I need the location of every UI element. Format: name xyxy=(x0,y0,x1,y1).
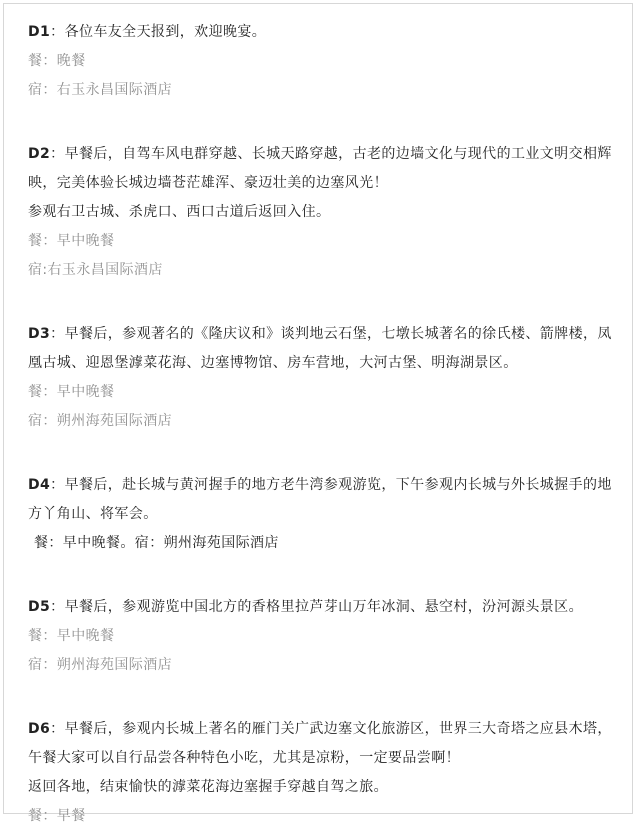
day-1-meals: 餐：晚餐 xyxy=(28,53,86,69)
day-3-label: D3 xyxy=(28,326,51,342)
day-4 xyxy=(28,471,624,558)
day-2-label: D2 xyxy=(28,146,51,162)
itinerary-frame xyxy=(3,3,633,824)
day-6-meals: 餐：早餐 xyxy=(28,808,86,824)
day-2-desc: D2：早餐后，自驾车风电群穿越、长城天路穿越，古老的边墙文化与现代的工业文明交相辉映，完美体验长城边墙苍茫雄浑、豪迈壮美的边塞风光！ xyxy=(28,146,612,191)
day-2-meals: 餐：早中晚餐 xyxy=(28,233,115,249)
day-4-meals-hotel: 餐：早中晚餐。宿：朔州海苑国际酒店 xyxy=(34,535,279,551)
day-1 xyxy=(28,18,624,105)
day-6-label: D6 xyxy=(28,721,51,737)
day-5-hotel: 宿：朔州海苑国际酒店 xyxy=(28,657,172,673)
day-6 xyxy=(28,715,624,831)
day-6-desc: D6：早餐后，参观内长城上著名的雁门关广武边塞文化旅游区，世界三大奇塔之应县木塔，午餐大家可以自行品尝各种特色小吃，尤其是凉粉，一定要品尝啊！ xyxy=(28,721,612,766)
day-1-desc: D1：各位车友全天报到，欢迎晚宴。 xyxy=(28,24,267,40)
day-4-label: D4 xyxy=(28,477,51,493)
day-2-desc-extra: 参观右卫古城、杀虎口、西口古道后返回入住。 xyxy=(28,204,331,220)
day-5-meals: 餐：早中晚餐 xyxy=(28,628,115,644)
day-3 xyxy=(28,320,624,436)
day-6-desc-extra: 返回各地，结束愉快的滹菜花海边塞握手穿越自驾之旅。 xyxy=(28,779,388,795)
day-3-meals: 餐：早中晚餐 xyxy=(28,384,115,400)
day-5-desc: D5：早餐后，参观游览中国北方的香格里拉芦芽山万年冰洞、悬空村，汾河源头景区。 xyxy=(28,599,583,615)
day-3-desc: D3：早餐后，参观著名的《隆庆议和》谈判地云石堡，七墩长城著名的徐氏楼、箭牌楼，凤凰古城、迎恩堡滹菜花海、边塞博物馆、房车营地，大河古堡、明海湖景区。 xyxy=(28,326,612,371)
day-5 xyxy=(28,593,624,680)
day-1-label: D1 xyxy=(28,24,51,40)
day-5-label: D5 xyxy=(28,599,51,615)
day-3-hotel: 宿：朔州海苑国际酒店 xyxy=(28,413,172,429)
itinerary-content xyxy=(28,18,624,831)
day-2-hotel: 宿:右玉永昌国际酒店 xyxy=(28,262,163,278)
day-4-desc: D4：早餐后，赴长城与黄河握手的地方老牛湾参观游览，下午参观内长城与外长城握手的地方丫角山、将军会。 xyxy=(28,477,612,522)
day-1-hotel: 宿：右玉永昌国际酒店 xyxy=(28,82,172,98)
day-2 xyxy=(28,140,624,285)
